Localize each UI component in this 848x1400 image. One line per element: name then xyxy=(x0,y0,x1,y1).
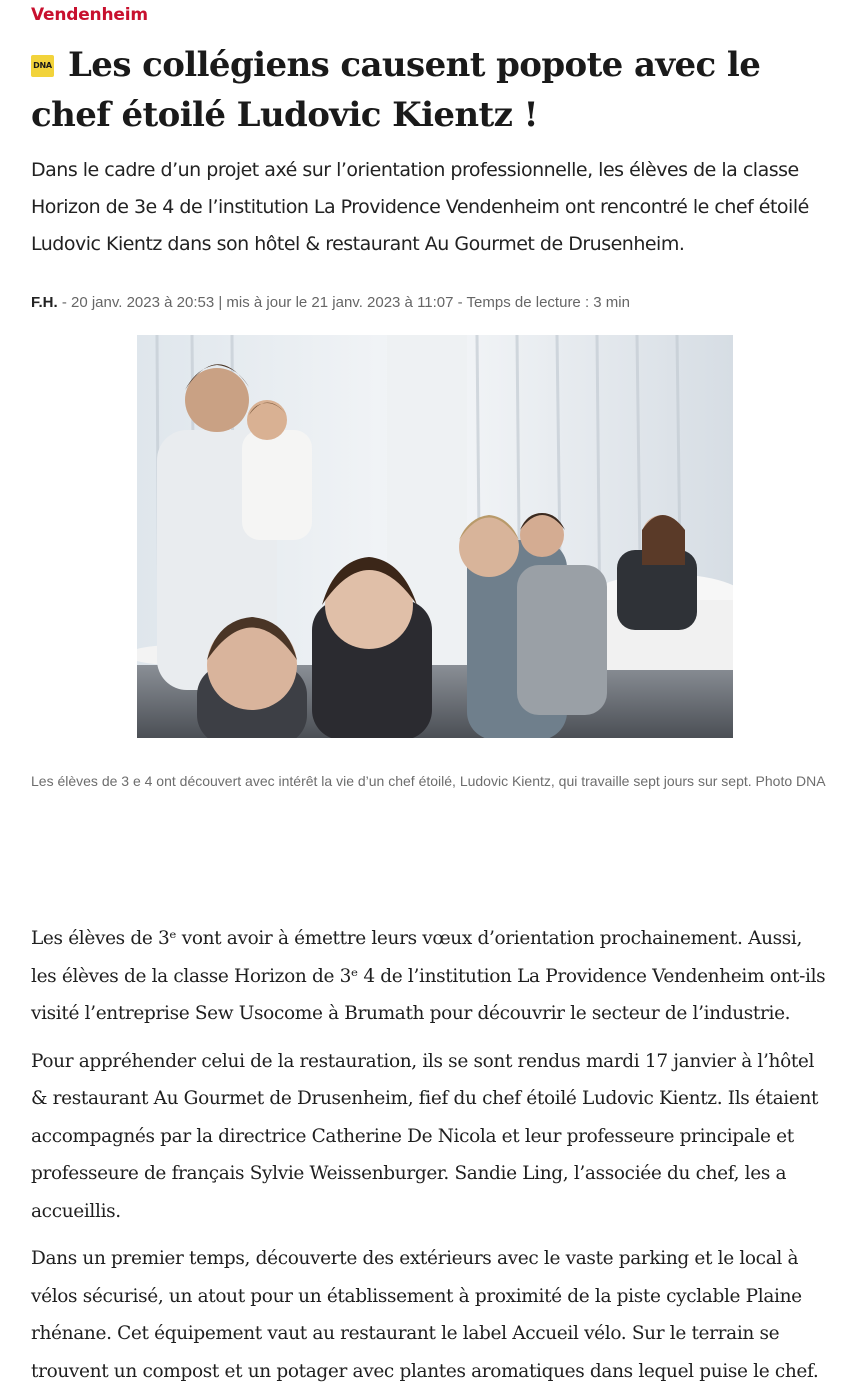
photo-caption: Les élèves de 3 e 4 ont découvert avec intérêt la vie d’un chef étoilé, Ludovic Kientz, qui travaille sept jours sur sept. Photo DNA xyxy=(31,773,826,789)
article-byline xyxy=(31,294,821,311)
dna-logo-badge: DNA xyxy=(31,55,54,77)
byline-meta: - 20 janv. 2023 à 20:53 | mis à jour le 21 janv. 2023 à 11:07 - Temps de lecture : 3 min xyxy=(57,294,630,311)
article-lede: Dans le cadre d’un projet axé sur l’orientation professionnelle, les élèves de la classe Horizon de 3e 4 de l’institution La Providence Vendenheim ont rencontré le chef étoilé Ludovic Kientz dans son hôtel & restaurant Au Gourmet de Drusenheim. xyxy=(31,159,809,255)
article-photo[interactable] xyxy=(137,335,733,738)
body-paragraph: Dans un premier temps, découverte des extérieurs avec le vaste parking et le local à vélos sécurisé, un atout pour un établissement à proximité de la piste cyclable Plaine rhénane. Cet équipement vaut au restaurant le label Accueil vélo. Sur le terrain se trouvent un compost et un potager avec plantes aromatiques dans lequel puise le chef. xyxy=(31,1248,819,1382)
byline-author: F.H. xyxy=(31,294,58,311)
body-paragraph: Pour appréhender celui de la restauration, ils se sont rendus mardi 17 janvier à l’hôtel & restaurant Au Gourmet de Drusenheim, fief du chef étoilé Ludovic Kientz. Ils étaient accompagnés par la directrice Catherine De Nicola et leur professeure principale et professeure de français Sylvie Weissenburger. Sandie Ling, l’associée du chef, les a accueillis. xyxy=(31,1050,819,1222)
article-headline xyxy=(31,40,821,140)
article-body xyxy=(31,920,831,1400)
section-kicker[interactable]: Vendenheim xyxy=(31,5,148,25)
headline-text: Les collégiens causent popote avec le chef étoilé Ludovic Kientz ! xyxy=(31,45,761,135)
body-paragraph: Les élèves de 3ᵉ vont avoir à émettre leurs vœux d’orientation prochainement. Aussi, les élèves de la classe Horizon de 3ᵉ 4 de l’institution La Providence Vendenheim ont-ils visité l’entreprise Sew Usocome à Brumath pour découvrir le secteur de l’industrie. xyxy=(31,928,826,1024)
photo-illustration xyxy=(137,335,733,738)
